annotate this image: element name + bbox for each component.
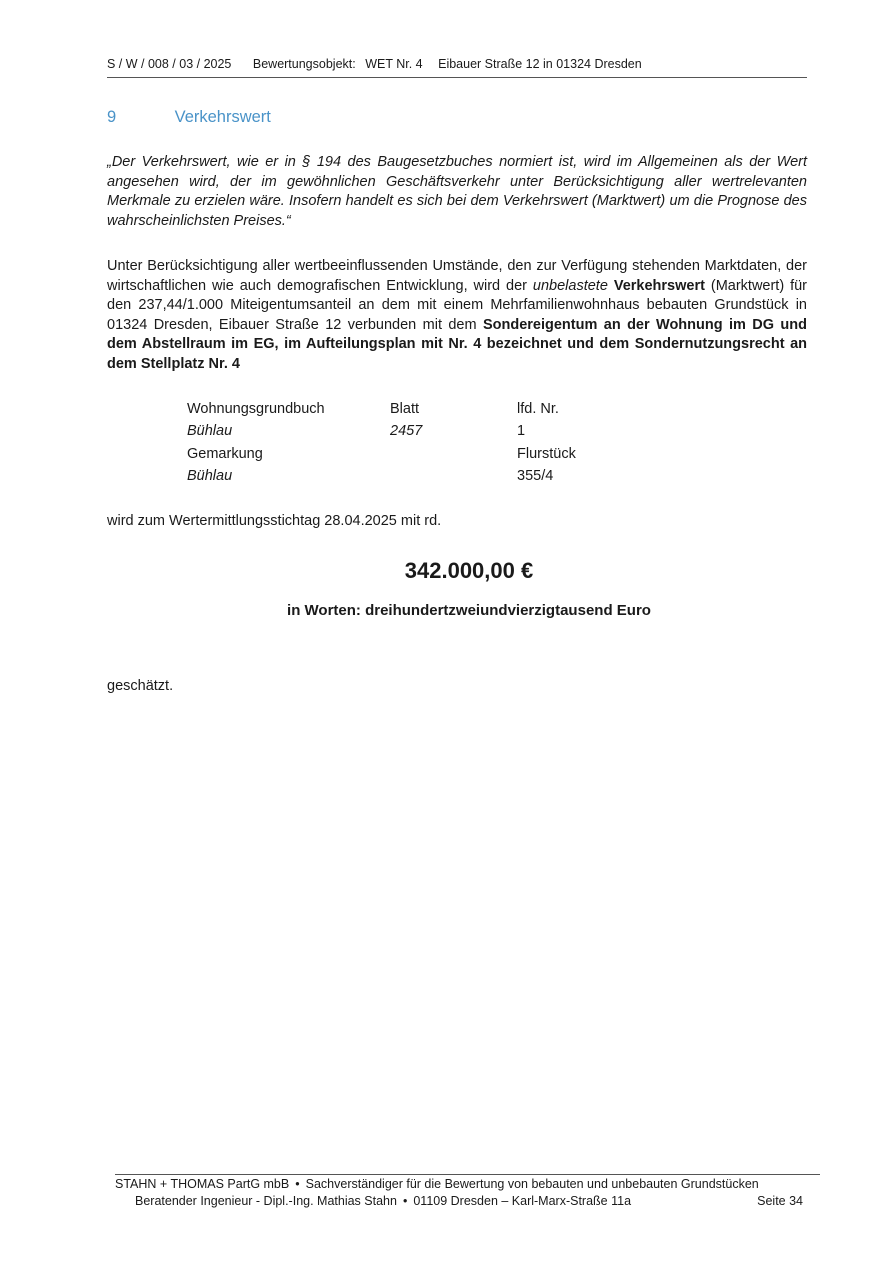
- object-address: Eibauer Straße 12 in 01324 Dresden: [438, 57, 642, 71]
- register-cell: Flurstück: [517, 445, 576, 462]
- section-number: 9: [107, 108, 117, 126]
- register-cell: 355/4: [517, 467, 554, 484]
- page-header: [107, 57, 807, 71]
- paragraph-italic: unbelastete: [532, 277, 608, 294]
- legal-quote: „Der Verkehrswert, wie er in § 194 des Baugesetzbuches normiert ist, wird im Allgemeinen als der Wert angesehen wird, der im gewöhnlichen Geschäftsverkehr unter Berücksichtigung aller wertrelevanten Merkmale zu erzielen wäre. Insofern handelt es sich bei dem Verkehrswert (Marktwert) um die Prognose des wahrscheinlichsten Preises.“: [107, 154, 807, 229]
- land-register-table: [187, 398, 607, 487]
- unit-label: WET Nr. 4: [365, 57, 423, 71]
- register-cell: Gemarkung: [187, 445, 263, 462]
- valuation-paragraph: [107, 257, 807, 374]
- footer-description: Sachverständiger für die Bewertung von bebauten und unbebauten Grundstücken: [305, 1177, 759, 1191]
- page-number: Seite 34: [757, 1194, 803, 1208]
- register-cell: Blatt: [390, 401, 420, 417]
- register-cell: Wohnungsgrundbuch: [187, 401, 325, 417]
- footer-bullet-icon: •: [402, 1194, 408, 1208]
- footer-bullet-icon: •: [295, 1177, 300, 1191]
- paragraph-bold-2: Sondereigentum an der Wohnung im DG und dem Abstellraum im EG, im Aufteilungsplan mit Nr. 4 bezeichnet und dem Sondernutzungsrecht an dem Stellplatz Nr. 4: [107, 316, 807, 372]
- closing-word: geschätzt.: [107, 678, 174, 694]
- market-value: 342.000,00 €: [404, 558, 534, 583]
- register-row: [187, 465, 607, 487]
- object-label: Bewertungsobjekt:: [252, 57, 356, 71]
- footer-engineer: Beratender Ingenieur - Dipl.-Ing. Mathias Stahn: [135, 1194, 397, 1208]
- paragraph-text-1: Unter Berücksichtigung aller wertbeeinflussenden Umstände, den zur Verfügung stehenden Marktdaten, der wirtschaftlichen wie auch demografischen Entwicklung, wird der: [107, 258, 807, 294]
- register-cell: Bühlau: [187, 467, 233, 484]
- file-reference: S / W / 008 / 03 / 2025: [107, 57, 232, 71]
- register-row: [187, 398, 607, 420]
- section-title: Verkehrswert: [174, 108, 271, 126]
- paragraph-bold-1: Verkehrswert: [613, 277, 705, 294]
- footer-divider: [115, 1174, 820, 1175]
- paragraph-text-2: (Marktwert) für den 237,44/1.000 Miteigentumsanteil an dem mit einem Mehrfamilienwohnhaus bebauten Grundstück in 01324 Dresden, Eibauer Straße 12 verbunden mit dem: [107, 277, 808, 333]
- footer-line-1: [115, 1177, 820, 1191]
- register-cell: 2457: [390, 423, 423, 440]
- register-cell: Bühlau: [187, 423, 233, 440]
- register-row: [187, 443, 607, 465]
- register-cell: lfd. Nr.: [517, 401, 559, 417]
- market-value-in-words: in Worten: dreihundertzweiundvierzigtausend Euro: [287, 602, 651, 619]
- footer-address: 01109 Dresden – Karl-Marx-Straße 11a: [413, 1194, 632, 1208]
- footer-company: STAHN + THOMAS PartG mbB: [115, 1177, 290, 1191]
- register-row: [187, 420, 607, 442]
- section-heading: [107, 108, 271, 127]
- footer-line-2: [135, 1194, 805, 1208]
- header-divider: [107, 77, 807, 78]
- register-cell: 1: [517, 423, 526, 440]
- valuation-date-line: wird zum Wertermittlungsstichtag 28.04.2025 mit rd.: [107, 513, 442, 529]
